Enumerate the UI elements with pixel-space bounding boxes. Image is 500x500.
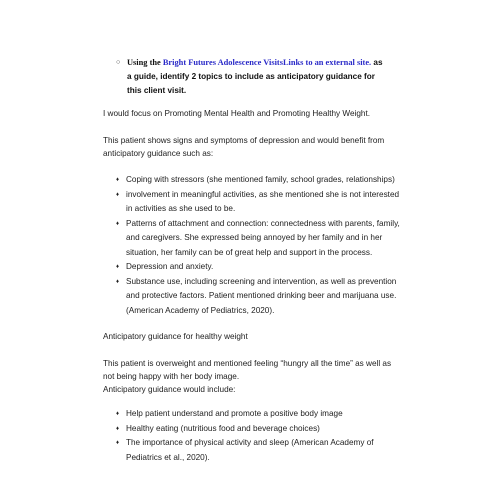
- question-prefix: Using the: [127, 58, 163, 67]
- list-item: ♦ Help patient understand and promote a positive body image: [116, 407, 401, 422]
- hollow-circle-bullet-icon: ○: [116, 59, 121, 66]
- list-item: ♦ involvement in meaningful activities, as she mentioned she is not interested in activities as she used to be.: [116, 189, 400, 213]
- question-suffix: as a guide, identify 2 topics to include as anticipatory guidance for this client visit.: [127, 58, 383, 95]
- list-item: ♦ Substance use, including screening and intervention, as well as prevention and protective factors. Patient mentioned drinking beer and marijuana use. (American Academy of Pediatrics, 2020).: [116, 276, 397, 315]
- diamond-bullet-icon: ♦: [116, 191, 120, 198]
- weight-paragraph: This patient is overweight and mentioned feeling “hungry all the time” as well as not being happy with her body image.: [103, 359, 392, 381]
- diamond-bullet-icon: ♦: [116, 220, 120, 227]
- weight-guidance-list: [116, 407, 401, 465]
- list-item: ♦ Coping with stressors (she mentioned family, school grades, relationships): [116, 173, 401, 188]
- diamond-bullet-icon: ♦: [116, 264, 120, 270]
- mental-health-list: [116, 173, 401, 318]
- question-item: [116, 56, 387, 98]
- diamond-bullet-icon: ♦: [116, 411, 120, 417]
- list-item: ♦ Healthy eating (nutritious food and beverage choices): [116, 422, 401, 437]
- weight-guidance-intro: Anticipatory guidance would include:: [103, 385, 236, 394]
- intro-paragraph: I would focus on Promoting Mental Health and Promoting Healthy Weight.: [103, 109, 370, 118]
- diamond-bullet-icon: ♦: [116, 440, 120, 446]
- bright-futures-link[interactable]: Bright Futures Adolescence VisitsLinks to an external site.: [162, 58, 372, 67]
- depression-intro-paragraph: This patient shows signs and symptoms of depression and would benefit from anticipatory guidance such as:: [103, 136, 385, 158]
- diamond-bullet-icon: ♦: [116, 278, 120, 285]
- list-item: ♦ Depression and anxiety.: [116, 260, 401, 275]
- diamond-bullet-icon: ♦: [116, 425, 120, 432]
- list-item: ♦ The importance of physical activity and sleep (American Academy of Pediatrics et al., 2020).: [116, 438, 374, 462]
- diamond-bullet-icon: ♦: [116, 177, 120, 183]
- list-item: ♦ Patterns of attachment and connection: connectedness with parents, family, and caregivers. She expressed being annoyed by her family and in her situation, her family can be of great help and support in the process.: [116, 218, 400, 257]
- weight-heading: Anticipatory guidance for healthy weight: [103, 332, 248, 341]
